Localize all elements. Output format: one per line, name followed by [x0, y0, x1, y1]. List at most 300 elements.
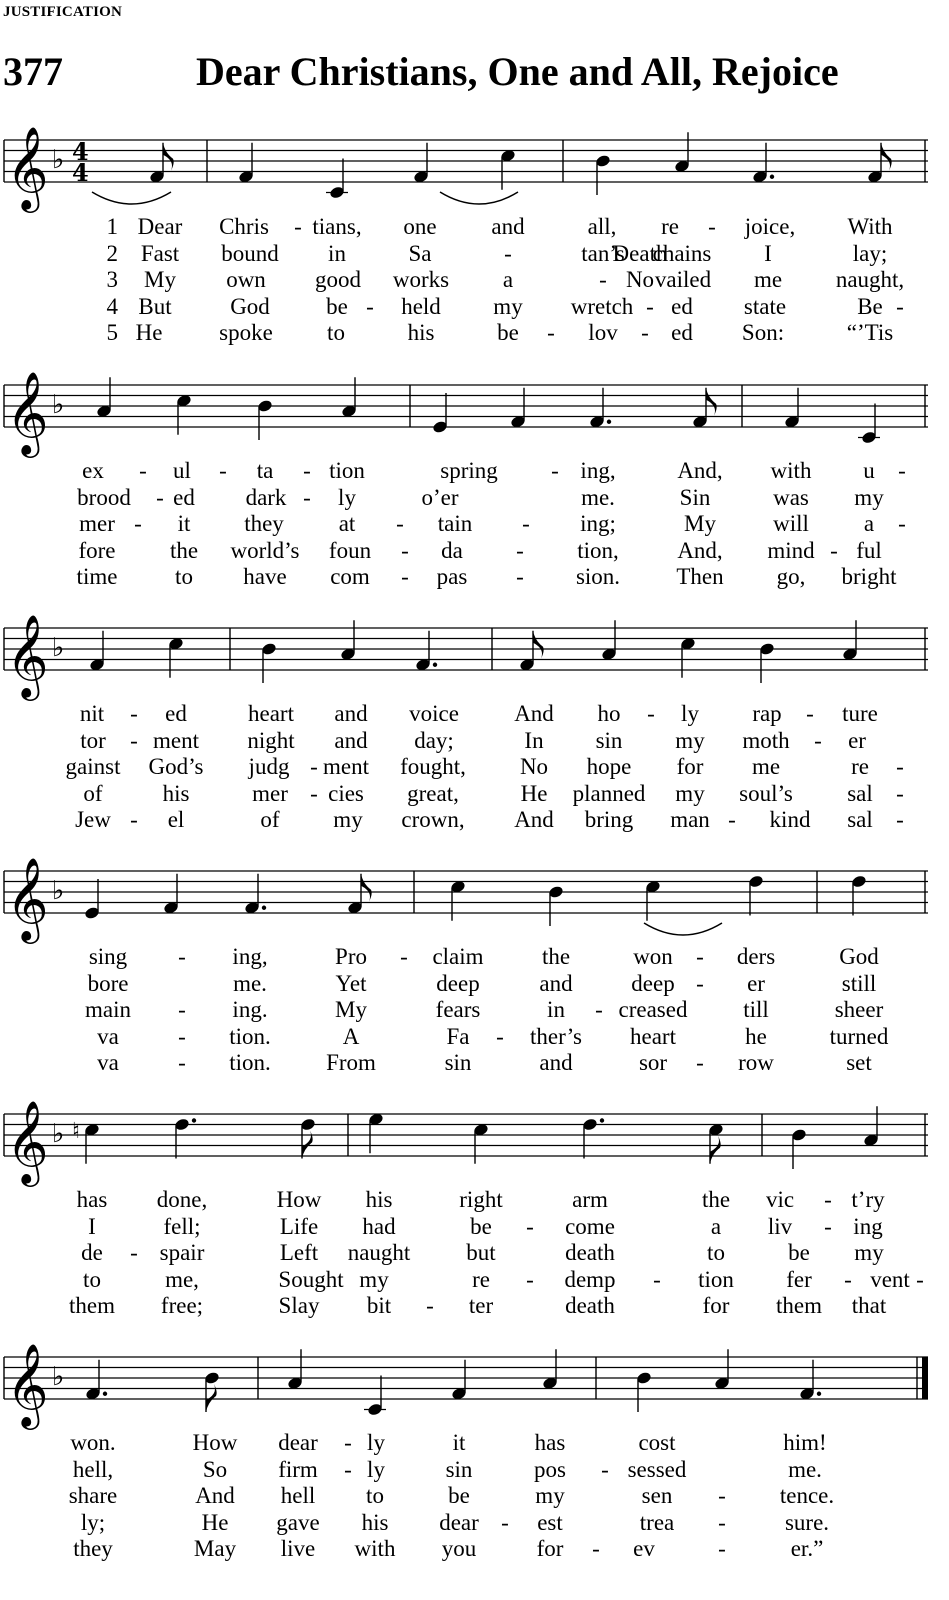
slur [440, 192, 518, 204]
lyric-syllable: sheer [834, 997, 884, 1022]
lyric-syllable: brood [77, 484, 131, 510]
hyphen: - [516, 564, 524, 589]
lyric-syllable: me. [233, 970, 267, 996]
lyric-syllable: sin [595, 727, 623, 753]
lyric-syllable: fore [78, 537, 116, 563]
lyric-syllable: er [747, 970, 765, 996]
lyric-syllable: trea [639, 1509, 675, 1535]
lyric-syllable: My [684, 511, 716, 536]
lyric-syllable: Sa [408, 240, 432, 266]
hyphen: - [400, 944, 408, 969]
hyphen: - [896, 780, 904, 806]
lyric-syllable: his [407, 320, 435, 345]
hyphen: - [898, 511, 906, 536]
lyric-syllable: at [338, 511, 356, 536]
lyric-syllable: May [193, 1536, 237, 1561]
lyric-syllable: wretch [570, 293, 634, 319]
time-signature-bottom: 4 [72, 158, 89, 187]
note [542, 1349, 558, 1390]
lyric-syllable: of [83, 780, 103, 806]
lyric-syllable: be [497, 320, 519, 345]
lyric-syllable: time [76, 564, 118, 589]
lyric-syllable: in [547, 997, 565, 1022]
hyphen: - [401, 537, 409, 563]
lyric-syllable: bore [87, 970, 129, 996]
lyric-syllable: spoke [219, 320, 273, 345]
slur [644, 923, 722, 935]
hyphen: - [718, 1536, 726, 1561]
lyric-syllable: dear [439, 1509, 479, 1535]
hyphen: - [718, 1483, 726, 1508]
hyphen: - [303, 484, 311, 510]
lyric-syllable: cies [328, 780, 364, 806]
lyric-syllable: right [459, 1187, 503, 1212]
lyric-syllable: in [328, 240, 346, 266]
note [674, 132, 690, 173]
note [692, 388, 717, 429]
lyric-syllable: was [773, 484, 809, 510]
lyric-syllable: ture [842, 701, 878, 726]
lyric-syllable: com [330, 564, 370, 589]
lyric-syllable: for [676, 754, 704, 779]
lyric-syllable: mer [252, 780, 288, 806]
hyphen: - [814, 727, 822, 753]
lyric-syllable: ed [173, 484, 195, 510]
note [510, 388, 526, 429]
note [450, 880, 466, 921]
flat-key-signature: ♭ [52, 876, 65, 906]
lyric-syllable: lov [588, 320, 618, 345]
lyric-syllable: be [326, 293, 348, 319]
lyric-syllable: tence. [779, 1483, 835, 1508]
hyphen: - [641, 320, 649, 345]
flat-key-signature: ♭ [52, 1119, 65, 1149]
lyric-syllable: No [519, 754, 549, 779]
lyric-syllable: ing, [580, 458, 616, 483]
note [364, 1376, 386, 1417]
lyric-syllable: He [135, 320, 163, 345]
lyric-syllable: Slay [278, 1293, 320, 1318]
note [582, 1117, 604, 1158]
lyric-syllable: pos [534, 1456, 566, 1482]
lyric-syllable: hope [586, 754, 632, 779]
lyric-syllable: spring [440, 458, 498, 483]
lyric-syllable: heart [248, 701, 294, 726]
lyric-syllable: they [73, 1536, 113, 1561]
lyric-syllable: ter [468, 1293, 494, 1318]
lyric-syllable: fer [786, 1266, 812, 1292]
lyric-syllable: for [702, 1293, 730, 1318]
treble-clef-icon: 𝄞 [6, 1342, 49, 1426]
lyric-syllable: ul [173, 458, 191, 483]
lyric-syllable: have [243, 564, 287, 589]
lyric-syllable: With [847, 214, 893, 239]
lyric-syllable: mer [79, 511, 115, 536]
lyric-syllable: hell [280, 1483, 316, 1508]
lyric-syllable: sure. [784, 1509, 830, 1535]
treble-clef-icon: 𝄞 [6, 856, 49, 940]
lyric-syllable: ex [82, 458, 104, 483]
lyric-syllable: ing; [580, 511, 616, 536]
note [368, 1112, 384, 1153]
lyric-syllable: tians, [312, 214, 362, 239]
lyric-syllable: and [491, 214, 525, 239]
lyric-syllable: ther’s [530, 1023, 582, 1049]
verse-number: 2 [106, 240, 118, 266]
lyric-syllable: won [633, 944, 673, 969]
lyric-syllable: He [520, 780, 548, 806]
hyphen: - [178, 997, 186, 1022]
lyric-syllable: No [625, 267, 655, 292]
lyric-syllable: held [401, 293, 441, 319]
lyric-syllable: Fa [446, 1023, 470, 1049]
lyric-syllable: spair [159, 1240, 205, 1265]
lyric-syllable: my [854, 484, 884, 510]
note [168, 637, 184, 678]
lyric-syllable: with [354, 1536, 396, 1561]
note [326, 159, 348, 200]
lyric-syllable: man [670, 807, 710, 832]
lyric-syllable: In [524, 727, 544, 753]
treble-clef-icon: 𝄞 [6, 1099, 49, 1183]
lyric-syllable: Then [676, 564, 724, 589]
lyric-syllable: and [539, 970, 573, 996]
hyphen: - [824, 1213, 832, 1239]
lyric-syllable: tion. [229, 1023, 271, 1049]
lyric-syllable: el [167, 807, 185, 832]
time-signature-top: 4 [72, 137, 89, 166]
lyric-syllable: the [541, 944, 571, 969]
note [784, 388, 800, 429]
lyric-syllable: me. [581, 484, 615, 510]
lyric-syllable: sing [88, 944, 128, 969]
hyphen: - [708, 214, 716, 239]
lyric-syllable: me, [165, 1266, 199, 1292]
hyphen: - [522, 511, 530, 536]
note [287, 1349, 303, 1390]
lyric-syllable: he [745, 1023, 767, 1049]
note [708, 1123, 724, 1164]
lyric-syllable: tion [329, 458, 365, 483]
flat-key-signature: ♭ [52, 145, 65, 175]
lyric-syllable: But [138, 293, 172, 319]
note [645, 880, 661, 921]
lyric-syllable: naught, [835, 267, 905, 292]
note [174, 1117, 196, 1158]
lyric-syllable: de [81, 1240, 103, 1265]
hyphen: - [156, 484, 164, 510]
lyric-syllable: rap [752, 701, 782, 726]
lyric-syllable: all, [587, 214, 617, 239]
staff-system-4 [4, 856, 928, 944]
hyphen: - [551, 458, 559, 483]
lyric-syllable: Jew [75, 807, 111, 832]
hyphen: - [130, 727, 138, 753]
note [636, 1371, 652, 1412]
note [204, 1371, 220, 1412]
note [589, 388, 611, 429]
lyric-syllable: to [366, 1483, 384, 1508]
hyphen: - [401, 564, 409, 589]
lyric-syllable: them [69, 1293, 115, 1318]
hyphen: - [219, 458, 227, 483]
treble-clef-icon: 𝄞 [6, 613, 49, 697]
lyric-syllable: He [201, 1509, 229, 1535]
hyphen: - [526, 1266, 534, 1292]
lyric-syllable: death [565, 1293, 615, 1318]
hyphen: - [303, 458, 311, 483]
note [791, 1128, 807, 1169]
lyric-syllable: va [97, 1023, 119, 1049]
lyric-syllable: soul’s [739, 780, 793, 806]
lyric-syllable: to [327, 320, 345, 345]
lyric-syllable: till [743, 997, 769, 1022]
lyric-syllable: crown, [401, 807, 465, 832]
note [89, 631, 105, 672]
verse-number: 1 [106, 214, 118, 239]
lyric-syllable: demp [564, 1266, 616, 1292]
lyric-syllable: his [162, 780, 190, 806]
note [432, 393, 448, 434]
lyric-syllable: my [359, 1266, 389, 1292]
lyric-syllable: they [244, 511, 284, 536]
hyphen: - [134, 511, 142, 536]
hyphen: - [396, 511, 404, 536]
hyphen: - [896, 754, 904, 779]
lyric-syllable: own [226, 267, 266, 292]
hyphen: - [806, 701, 814, 726]
lyric-syllable: it [177, 511, 191, 536]
hyphen: - [130, 701, 138, 726]
lyric-syllable: ly [338, 484, 356, 510]
slur [92, 192, 171, 204]
lyric-syllable: tor [80, 727, 106, 753]
staff-system-6 [4, 1342, 928, 1430]
note [238, 143, 254, 184]
hyphen: - [504, 240, 512, 266]
lyric-syllable: And [514, 807, 554, 832]
lyric-syllable: da [441, 537, 463, 563]
lyric-syllable: ing. [232, 997, 268, 1022]
lyric-syllable: fought, [400, 754, 466, 779]
lyric-syllable: claim [432, 944, 484, 969]
lyric-syllable: free; [160, 1293, 204, 1318]
lyric-syllable: God [230, 293, 270, 319]
hyphen: - [595, 997, 603, 1022]
note [500, 149, 516, 190]
hyphen: - [526, 1213, 534, 1239]
note [415, 631, 437, 672]
lyric-syllable: a [710, 1213, 722, 1239]
hyphen: - [844, 1266, 852, 1292]
lyric-syllable: vent [870, 1266, 910, 1292]
lyric-syllable: Yet [335, 970, 367, 996]
note [85, 1360, 107, 1401]
lyric-syllable: Son: [741, 320, 785, 345]
lyric-syllable: dear [278, 1430, 318, 1455]
lyric-syllable: nit [79, 701, 105, 726]
hyphen: - [646, 293, 654, 319]
lyric-syllable: arm [572, 1187, 608, 1212]
note [84, 879, 100, 920]
lyric-syllable: ment [323, 754, 369, 779]
lyric-syllable: liv [767, 1213, 793, 1239]
lyric-syllable: death [565, 1240, 615, 1265]
lyric-syllable: deep [631, 970, 675, 996]
hyphen: - [601, 1456, 609, 1482]
lyric-syllable: gainst [65, 754, 121, 779]
lyric-syllable: be [448, 1483, 470, 1508]
lyric-syllable: has [76, 1187, 108, 1212]
lyric-syllable: re [661, 214, 679, 239]
lyric-syllable: go, [776, 564, 806, 589]
lyric-syllable: Sought [278, 1266, 344, 1292]
note [347, 874, 372, 915]
lyric-syllable: bright [841, 564, 897, 589]
hyphen: - [310, 780, 318, 806]
lyric-syllable: Sin [679, 484, 711, 510]
lyric-syllable: that [851, 1293, 887, 1318]
note [714, 1349, 730, 1390]
lyric-syllable: sor [638, 1050, 668, 1075]
lyric-syllable: ta [256, 458, 274, 483]
lyric-syllable: vailed [654, 267, 712, 292]
lyric-syllable: And, [677, 458, 723, 483]
hyphen: - [696, 1050, 704, 1075]
lyric-syllable: naught [347, 1240, 411, 1265]
hyphen: - [830, 537, 838, 563]
lyric-syllable: mind [767, 537, 815, 563]
lyric-syllable: ders [736, 944, 776, 969]
lyric-syllable: has [534, 1430, 566, 1455]
lyric-syllable: come [565, 1213, 615, 1239]
note [149, 143, 174, 184]
lyric-syllable: A [342, 1023, 360, 1049]
hyphen: - [916, 1266, 924, 1292]
lyric-syllable: sin [444, 1050, 472, 1075]
lyric-syllable: of [260, 807, 280, 832]
lyric-syllable: judg [248, 754, 290, 779]
lyric-syllable: Be [857, 293, 883, 319]
lyric-syllable: sen [641, 1483, 673, 1508]
hyphen: - [501, 1509, 509, 1535]
lyric-syllable: and [539, 1050, 573, 1075]
note [72, 1119, 100, 1164]
lyric-syllable: er.” [790, 1536, 824, 1561]
lyric-syllable: tan’s [581, 240, 625, 266]
hyphen: - [344, 1430, 352, 1455]
note [799, 1360, 821, 1401]
lyric-syllable: u [863, 458, 875, 483]
note [244, 874, 266, 915]
lyric-syllable: And, [677, 537, 723, 563]
lyric-syllable: My [335, 997, 367, 1022]
lyric-syllable: night [247, 727, 295, 753]
lyric-syllable: And [514, 701, 554, 726]
lyric-syllable: row [738, 1050, 774, 1075]
lyric-syllable: ly [367, 1456, 385, 1482]
natural-sign: ♮ [72, 1118, 80, 1144]
lyric-syllable: “’Tis [846, 320, 894, 345]
hyphen: - [547, 320, 555, 345]
lyric-syllable: day; [414, 727, 454, 753]
lyric-syllable: and [334, 701, 368, 726]
lyric-syllable: kind [769, 807, 811, 832]
hyphen: - [130, 1240, 138, 1265]
final-barline [922, 1357, 928, 1399]
lyric-syllable: I [764, 240, 772, 266]
hyphen: - [896, 293, 904, 319]
lyric-syllable: tion. [229, 1050, 271, 1075]
lyric-syllable: my [333, 807, 363, 832]
note [548, 885, 564, 926]
lyric-syllable: one [403, 214, 437, 239]
lyric-syllable: his [365, 1187, 393, 1212]
lyric-syllable: t’ry [851, 1187, 885, 1212]
note [300, 1117, 316, 1158]
hyphen: - [824, 1187, 832, 1212]
lyric-syllable: From [326, 1050, 376, 1075]
lyric-syllable: to [83, 1266, 101, 1292]
lyric-syllable: creased [618, 997, 688, 1022]
lyric-syllable: my [854, 1240, 884, 1265]
lyric-syllable: fears [435, 997, 481, 1022]
lyric-syllable: Chris [219, 214, 269, 239]
note [341, 377, 357, 418]
lyric-syllable: live [280, 1536, 316, 1561]
hyphen: - [366, 293, 374, 319]
lyric-syllable: ev [633, 1536, 655, 1561]
lyric-syllable: Death [612, 240, 668, 266]
staff-system-2 [4, 370, 928, 458]
lyric-syllable: me [753, 267, 783, 292]
staff-system-5 [4, 1099, 928, 1187]
note [752, 143, 774, 184]
lyric-syllable: done, [156, 1187, 208, 1212]
staff-system-1 [4, 125, 928, 213]
lyric-syllable: planned [572, 780, 646, 806]
hyphen: - [696, 944, 704, 969]
lyric-syllable: God’s [148, 754, 204, 779]
lyric-syllable: the [169, 537, 199, 563]
hyphen: - [294, 214, 302, 239]
hyphen: - [178, 1050, 186, 1075]
treble-clef-icon: 𝄞 [6, 370, 49, 454]
lyric-syllable: bring [584, 807, 634, 832]
lyric-syllable: cost [638, 1430, 676, 1455]
note [163, 874, 179, 915]
verse-number: 4 [106, 293, 118, 319]
note [601, 620, 617, 661]
note [340, 620, 356, 661]
lyric-syllable: turned [829, 1023, 889, 1049]
note [842, 620, 858, 661]
note [413, 143, 429, 184]
lyric-syllable: And [195, 1483, 235, 1508]
lyric-syllable: Left [279, 1240, 319, 1265]
lyric-syllable: firm [278, 1456, 318, 1482]
flat-key-signature: ♭ [52, 633, 65, 663]
note [451, 1360, 467, 1401]
note [759, 642, 775, 683]
hyphen: - [310, 754, 318, 779]
lyric-syllable: them [776, 1293, 822, 1318]
lyric-syllable: lay; [852, 240, 888, 266]
lyric-syllable: ed [671, 293, 693, 319]
note [519, 631, 544, 672]
note [473, 1123, 489, 1164]
lyric-syllable: to [175, 564, 193, 589]
